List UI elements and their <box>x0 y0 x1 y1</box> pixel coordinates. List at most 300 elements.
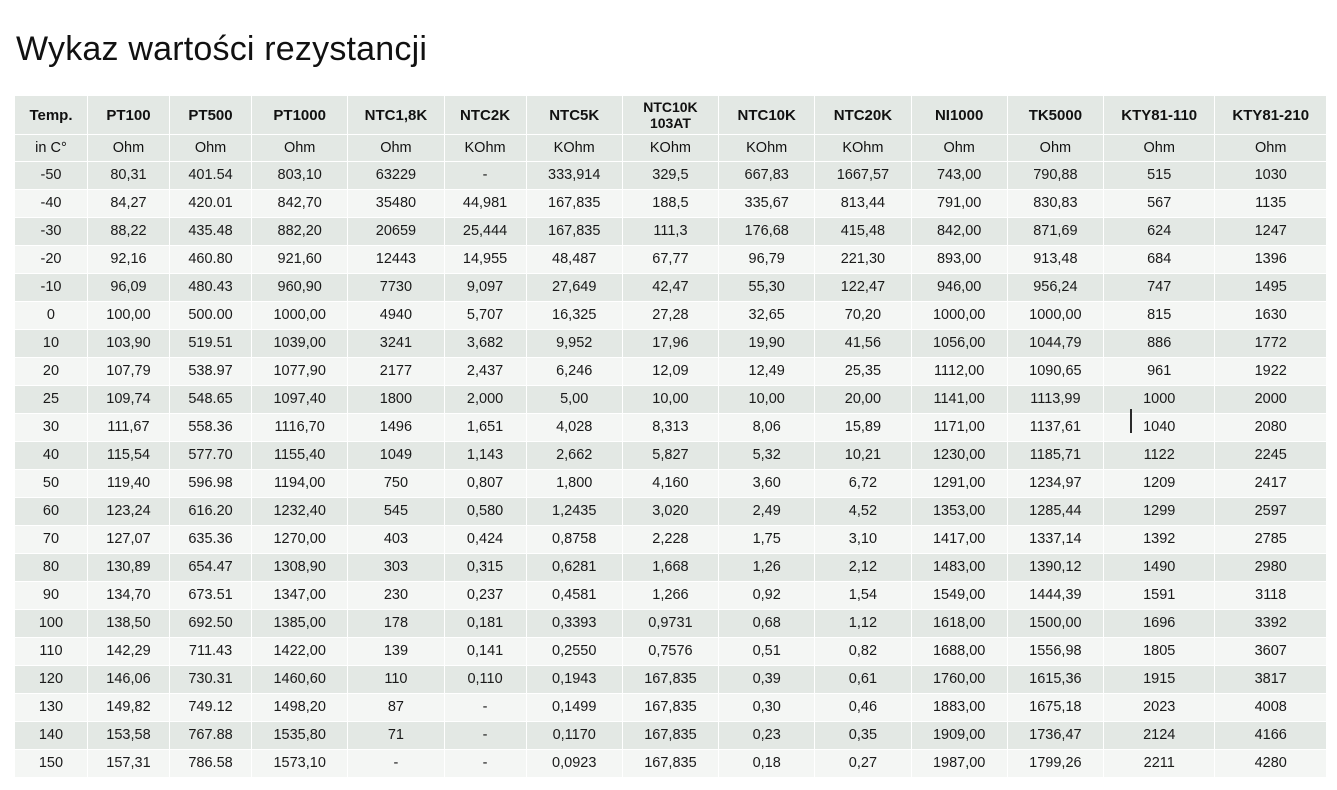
value-cell: 1556,98 <box>1007 638 1103 666</box>
column-header-8: NTC10K <box>719 96 815 135</box>
value-cell: 63229 <box>348 162 444 190</box>
value-cell: 2211 <box>1104 750 1215 778</box>
value-cell: 157,31 <box>87 750 169 778</box>
value-cell: 115,54 <box>87 442 169 470</box>
value-cell: 6,72 <box>815 470 911 498</box>
page-title: Wykaz wartości rezystancji <box>16 30 428 68</box>
value-cell: 946,00 <box>911 274 1007 302</box>
resistance-table <box>14 95 1327 778</box>
table-row <box>15 302 1327 330</box>
table-units-row <box>15 135 1327 162</box>
column-unit-8: KOhm <box>719 135 815 162</box>
table-row <box>15 610 1327 638</box>
column-header-7: NTC10K 103AT <box>622 96 718 135</box>
value-cell: 3,020 <box>622 498 718 526</box>
value-cell: 767.88 <box>170 722 252 750</box>
temperature-cell: -10 <box>15 274 88 302</box>
value-cell: 88,22 <box>87 218 169 246</box>
value-cell: 119,40 <box>87 470 169 498</box>
column-unit-4: Ohm <box>348 135 444 162</box>
value-cell: 596.98 <box>170 470 252 498</box>
temperature-cell: 70 <box>15 526 88 554</box>
value-cell: 176,68 <box>719 218 815 246</box>
temperature-cell: 40 <box>15 442 88 470</box>
value-cell: 2,49 <box>719 498 815 526</box>
value-cell: 403 <box>348 526 444 554</box>
value-cell: 1799,26 <box>1007 750 1103 778</box>
value-cell: 673.51 <box>170 582 252 610</box>
value-cell: 1141,00 <box>911 386 1007 414</box>
value-cell: 221,30 <box>815 246 911 274</box>
value-cell: 8,313 <box>622 414 718 442</box>
value-cell: 10,00 <box>622 386 718 414</box>
table-row <box>15 554 1327 582</box>
value-cell: 335,67 <box>719 190 815 218</box>
value-cell: 0,424 <box>444 526 526 554</box>
value-cell: 122,47 <box>815 274 911 302</box>
table-row <box>15 162 1327 190</box>
value-cell: 5,32 <box>719 442 815 470</box>
value-cell: - <box>444 722 526 750</box>
value-cell: 747 <box>1104 274 1215 302</box>
table-body <box>15 162 1327 778</box>
value-cell: 0,35 <box>815 722 911 750</box>
value-cell: 1490 <box>1104 554 1215 582</box>
value-cell: 134,70 <box>87 582 169 610</box>
value-cell: 329,5 <box>622 162 718 190</box>
temperature-cell: -50 <box>15 162 88 190</box>
value-cell: 167,835 <box>622 722 718 750</box>
table-row <box>15 386 1327 414</box>
value-cell: 1736,47 <box>1007 722 1103 750</box>
table-row <box>15 274 1327 302</box>
value-cell: 786.58 <box>170 750 252 778</box>
value-cell: 1056,00 <box>911 330 1007 358</box>
value-cell: 480.43 <box>170 274 252 302</box>
value-cell: 1915 <box>1104 666 1215 694</box>
value-cell: 1039,00 <box>252 330 348 358</box>
value-cell: 1800 <box>348 386 444 414</box>
value-cell: 882,20 <box>252 218 348 246</box>
table-row <box>15 722 1327 750</box>
value-cell: 1077,90 <box>252 358 348 386</box>
column-unit-9: KOhm <box>815 135 911 162</box>
temperature-cell: 120 <box>15 666 88 694</box>
value-cell: 1667,57 <box>815 162 911 190</box>
value-cell: 0,68 <box>719 610 815 638</box>
value-cell: 921,60 <box>252 246 348 274</box>
value-cell: 55,30 <box>719 274 815 302</box>
value-cell: 2245 <box>1215 442 1327 470</box>
value-cell: 4,160 <box>622 470 718 498</box>
value-cell: - <box>444 162 526 190</box>
value-cell: 0,8758 <box>526 526 622 554</box>
column-unit-10: Ohm <box>911 135 1007 162</box>
value-cell: 4,52 <box>815 498 911 526</box>
value-cell: 893,00 <box>911 246 1007 274</box>
value-cell: 460.80 <box>170 246 252 274</box>
table-row <box>15 498 1327 526</box>
table-row <box>15 694 1327 722</box>
value-cell: 138,50 <box>87 610 169 638</box>
table-row <box>15 582 1327 610</box>
value-cell: 1,651 <box>444 414 526 442</box>
column-header-1: PT100 <box>87 96 169 135</box>
value-cell: 0,82 <box>815 638 911 666</box>
column-unit-2: Ohm <box>170 135 252 162</box>
value-cell: 842,00 <box>911 218 1007 246</box>
column-unit-7: KOhm <box>622 135 718 162</box>
value-cell: 0,9731 <box>622 610 718 638</box>
column-unit-12: Ohm <box>1104 135 1215 162</box>
value-cell: 1688,00 <box>911 638 1007 666</box>
value-cell: 4008 <box>1215 694 1327 722</box>
table-row <box>15 218 1327 246</box>
value-cell: 0,51 <box>719 638 815 666</box>
value-cell: 743,00 <box>911 162 1007 190</box>
value-cell: 1,143 <box>444 442 526 470</box>
value-cell: 12,09 <box>622 358 718 386</box>
value-cell: 1390,12 <box>1007 554 1103 582</box>
value-cell: 1030 <box>1215 162 1327 190</box>
value-cell: 1,266 <box>622 582 718 610</box>
table-row <box>15 246 1327 274</box>
value-cell: - <box>348 750 444 778</box>
resistance-table-container <box>14 95 1327 778</box>
value-cell: 96,09 <box>87 274 169 302</box>
value-cell: 42,47 <box>622 274 718 302</box>
temperature-cell: 60 <box>15 498 88 526</box>
value-cell: 67,77 <box>622 246 718 274</box>
table-row <box>15 750 1327 778</box>
value-cell: 15,89 <box>815 414 911 442</box>
value-cell: 5,707 <box>444 302 526 330</box>
value-cell: 48,487 <box>526 246 622 274</box>
value-cell: 830,83 <box>1007 190 1103 218</box>
value-cell: 577.70 <box>170 442 252 470</box>
value-cell: 1,75 <box>719 526 815 554</box>
value-cell: 1270,00 <box>252 526 348 554</box>
value-cell: 1049 <box>348 442 444 470</box>
value-cell: 7730 <box>348 274 444 302</box>
value-cell: 32,65 <box>719 302 815 330</box>
value-cell: 167,835 <box>622 666 718 694</box>
value-cell: 2080 <box>1215 414 1327 442</box>
value-cell: 1,12 <box>815 610 911 638</box>
value-cell: 111,67 <box>87 414 169 442</box>
temperature-cell: 0 <box>15 302 88 330</box>
value-cell: 14,955 <box>444 246 526 274</box>
value-cell: 71 <box>348 722 444 750</box>
value-cell: 12443 <box>348 246 444 274</box>
value-cell: 9,097 <box>444 274 526 302</box>
value-cell: 2,000 <box>444 386 526 414</box>
value-cell: 4166 <box>1215 722 1327 750</box>
value-cell: 92,16 <box>87 246 169 274</box>
value-cell: 1,800 <box>526 470 622 498</box>
value-cell: 815 <box>1104 302 1215 330</box>
value-cell: 420.01 <box>170 190 252 218</box>
value-cell: 1000,00 <box>1007 302 1103 330</box>
value-cell: 913,48 <box>1007 246 1103 274</box>
value-cell: 27,28 <box>622 302 718 330</box>
value-cell: 0,237 <box>444 582 526 610</box>
value-cell: 139 <box>348 638 444 666</box>
value-cell: 0,807 <box>444 470 526 498</box>
column-unit-5: KOhm <box>444 135 526 162</box>
value-cell: 17,96 <box>622 330 718 358</box>
value-cell: 5,827 <box>622 442 718 470</box>
value-cell: 1171,00 <box>911 414 1007 442</box>
value-cell: 0,2550 <box>526 638 622 666</box>
value-cell: 303 <box>348 554 444 582</box>
value-cell: 111,3 <box>622 218 718 246</box>
value-cell: 1337,14 <box>1007 526 1103 554</box>
value-cell: 4280 <box>1215 750 1327 778</box>
value-cell: 1535,80 <box>252 722 348 750</box>
table-row <box>15 470 1327 498</box>
temperature-cell: 150 <box>15 750 88 778</box>
value-cell: 500.00 <box>170 302 252 330</box>
table-row <box>15 442 1327 470</box>
value-cell: 2,437 <box>444 358 526 386</box>
column-header-9: NTC20K <box>815 96 911 135</box>
temperature-cell: -20 <box>15 246 88 274</box>
value-cell: 1573,10 <box>252 750 348 778</box>
value-cell: 624 <box>1104 218 1215 246</box>
column-unit-6: KOhm <box>526 135 622 162</box>
value-cell: 3817 <box>1215 666 1327 694</box>
value-cell: 3118 <box>1215 582 1327 610</box>
value-cell: 1495 <box>1215 274 1327 302</box>
value-cell: 1116,70 <box>252 414 348 442</box>
value-cell: 567 <box>1104 190 1215 218</box>
value-cell: 2597 <box>1215 498 1327 526</box>
value-cell: 750 <box>348 470 444 498</box>
value-cell: 96,79 <box>719 246 815 274</box>
table-row <box>15 414 1327 442</box>
value-cell: 87 <box>348 694 444 722</box>
value-cell: 0,39 <box>719 666 815 694</box>
value-cell: 538.97 <box>170 358 252 386</box>
value-cell: 2023 <box>1104 694 1215 722</box>
column-header-2: PT500 <box>170 96 252 135</box>
value-cell: 1230,00 <box>911 442 1007 470</box>
value-cell: 3607 <box>1215 638 1327 666</box>
value-cell: 1760,00 <box>911 666 1007 694</box>
value-cell: 149,82 <box>87 694 169 722</box>
value-cell: 20659 <box>348 218 444 246</box>
value-cell: 1417,00 <box>911 526 1007 554</box>
value-cell: 0,7576 <box>622 638 718 666</box>
value-cell: 3392 <box>1215 610 1327 638</box>
column-header-0: Temp. <box>15 96 88 135</box>
value-cell: 0,92 <box>719 582 815 610</box>
value-cell: 886 <box>1104 330 1215 358</box>
column-header-11: TK5000 <box>1007 96 1103 135</box>
table-row <box>15 330 1327 358</box>
value-cell: 1498,20 <box>252 694 348 722</box>
value-cell: 548.65 <box>170 386 252 414</box>
value-cell: 4940 <box>348 302 444 330</box>
column-unit-1: Ohm <box>87 135 169 162</box>
value-cell: 25,35 <box>815 358 911 386</box>
value-cell: 1805 <box>1104 638 1215 666</box>
value-cell: 4,028 <box>526 414 622 442</box>
value-cell: 19,90 <box>719 330 815 358</box>
value-cell: 178 <box>348 610 444 638</box>
value-cell: 0,61 <box>815 666 911 694</box>
value-cell: 1483,00 <box>911 554 1007 582</box>
column-header-4: NTC1,8K <box>348 96 444 135</box>
value-cell: 1696 <box>1104 610 1215 638</box>
value-cell: 435.48 <box>170 218 252 246</box>
value-cell: 0,3393 <box>526 610 622 638</box>
value-cell: 519.51 <box>170 330 252 358</box>
column-header-5: NTC2K <box>444 96 526 135</box>
temperature-cell: 80 <box>15 554 88 582</box>
value-cell: 1385,00 <box>252 610 348 638</box>
value-cell: 515 <box>1104 162 1215 190</box>
value-cell: 230 <box>348 582 444 610</box>
value-cell: 16,325 <box>526 302 622 330</box>
value-cell: - <box>444 694 526 722</box>
value-cell: 1675,18 <box>1007 694 1103 722</box>
value-cell: 1247 <box>1215 218 1327 246</box>
column-header-12: KTY81-110 <box>1104 96 1215 135</box>
value-cell: 3241 <box>348 330 444 358</box>
value-cell: 1135 <box>1215 190 1327 218</box>
value-cell: 635.36 <box>170 526 252 554</box>
value-cell: 103,90 <box>87 330 169 358</box>
value-cell: 9,952 <box>526 330 622 358</box>
value-cell: 0,580 <box>444 498 526 526</box>
value-cell: 1194,00 <box>252 470 348 498</box>
value-cell: 0,1499 <box>526 694 622 722</box>
value-cell: 803,10 <box>252 162 348 190</box>
value-cell: 1234,97 <box>1007 470 1103 498</box>
value-cell: 0,4581 <box>526 582 622 610</box>
temperature-cell: 50 <box>15 470 88 498</box>
value-cell: 667,83 <box>719 162 815 190</box>
value-cell: 401.54 <box>170 162 252 190</box>
value-cell: 1232,40 <box>252 498 348 526</box>
value-cell: 80,31 <box>87 162 169 190</box>
value-cell: 1185,71 <box>1007 442 1103 470</box>
value-cell: 0,6281 <box>526 554 622 582</box>
column-unit-0: in C° <box>15 135 88 162</box>
value-cell: 8,06 <box>719 414 815 442</box>
value-cell: 2417 <box>1215 470 1327 498</box>
temperature-cell: 90 <box>15 582 88 610</box>
value-cell: 110 <box>348 666 444 694</box>
value-cell: - <box>444 750 526 778</box>
value-cell: 1285,44 <box>1007 498 1103 526</box>
value-cell: 956,24 <box>1007 274 1103 302</box>
value-cell: 1618,00 <box>911 610 1007 638</box>
value-cell: 791,00 <box>911 190 1007 218</box>
value-cell: 1353,00 <box>911 498 1007 526</box>
value-cell: 0,30 <box>719 694 815 722</box>
value-cell: 1347,00 <box>252 582 348 610</box>
temperature-cell: 20 <box>15 358 88 386</box>
value-cell: 10,00 <box>719 386 815 414</box>
value-cell: 0,1943 <box>526 666 622 694</box>
temperature-cell: 100 <box>15 610 88 638</box>
value-cell: 654.47 <box>170 554 252 582</box>
column-unit-3: Ohm <box>252 135 348 162</box>
value-cell: 0,23 <box>719 722 815 750</box>
value-cell: 0,110 <box>444 666 526 694</box>
value-cell: 0,0923 <box>526 750 622 778</box>
value-cell: 44,981 <box>444 190 526 218</box>
value-cell: 10,21 <box>815 442 911 470</box>
value-cell: 123,24 <box>87 498 169 526</box>
column-header-3: PT1000 <box>252 96 348 135</box>
value-cell: 2000 <box>1215 386 1327 414</box>
value-cell: 790,88 <box>1007 162 1103 190</box>
value-cell: 1137,61 <box>1007 414 1103 442</box>
value-cell: 0,46 <box>815 694 911 722</box>
column-header-13: KTY81-210 <box>1215 96 1327 135</box>
value-cell: 1000,00 <box>911 302 1007 330</box>
value-cell: 100,00 <box>87 302 169 330</box>
value-cell: 2785 <box>1215 526 1327 554</box>
temperature-cell: 110 <box>15 638 88 666</box>
temperature-cell: -30 <box>15 218 88 246</box>
value-cell: 684 <box>1104 246 1215 274</box>
value-cell: 0,315 <box>444 554 526 582</box>
value-cell: 961 <box>1104 358 1215 386</box>
value-cell: 70,20 <box>815 302 911 330</box>
value-cell: 692.50 <box>170 610 252 638</box>
value-cell: 130,89 <box>87 554 169 582</box>
value-cell: 960,90 <box>252 274 348 302</box>
temperature-cell: 10 <box>15 330 88 358</box>
value-cell: 2124 <box>1104 722 1215 750</box>
value-cell: 2177 <box>348 358 444 386</box>
value-cell: 1987,00 <box>911 750 1007 778</box>
value-cell: 2,12 <box>815 554 911 582</box>
value-cell: 1392 <box>1104 526 1215 554</box>
table-header <box>15 96 1327 162</box>
value-cell: 0,181 <box>444 610 526 638</box>
value-cell: 0,18 <box>719 750 815 778</box>
value-cell: 1113,99 <box>1007 386 1103 414</box>
table-row <box>15 526 1327 554</box>
value-cell: 188,5 <box>622 190 718 218</box>
value-cell: 1460,60 <box>252 666 348 694</box>
value-cell: 1444,39 <box>1007 582 1103 610</box>
table-row <box>15 638 1327 666</box>
value-cell: 1591 <box>1104 582 1215 610</box>
value-cell: 1000 <box>1104 386 1215 414</box>
value-cell: 1044,79 <box>1007 330 1103 358</box>
value-cell: 153,58 <box>87 722 169 750</box>
value-cell: 616.20 <box>170 498 252 526</box>
value-cell: 711.43 <box>170 638 252 666</box>
value-cell: 12,49 <box>719 358 815 386</box>
value-cell: 2,662 <box>526 442 622 470</box>
value-cell: 871,69 <box>1007 218 1103 246</box>
value-cell: 333,914 <box>526 162 622 190</box>
column-unit-11: Ohm <box>1007 135 1103 162</box>
value-cell: 0,141 <box>444 638 526 666</box>
value-cell: 84,27 <box>87 190 169 218</box>
temperature-cell: 25 <box>15 386 88 414</box>
value-cell: 1040 <box>1104 414 1215 442</box>
value-cell: 1308,90 <box>252 554 348 582</box>
